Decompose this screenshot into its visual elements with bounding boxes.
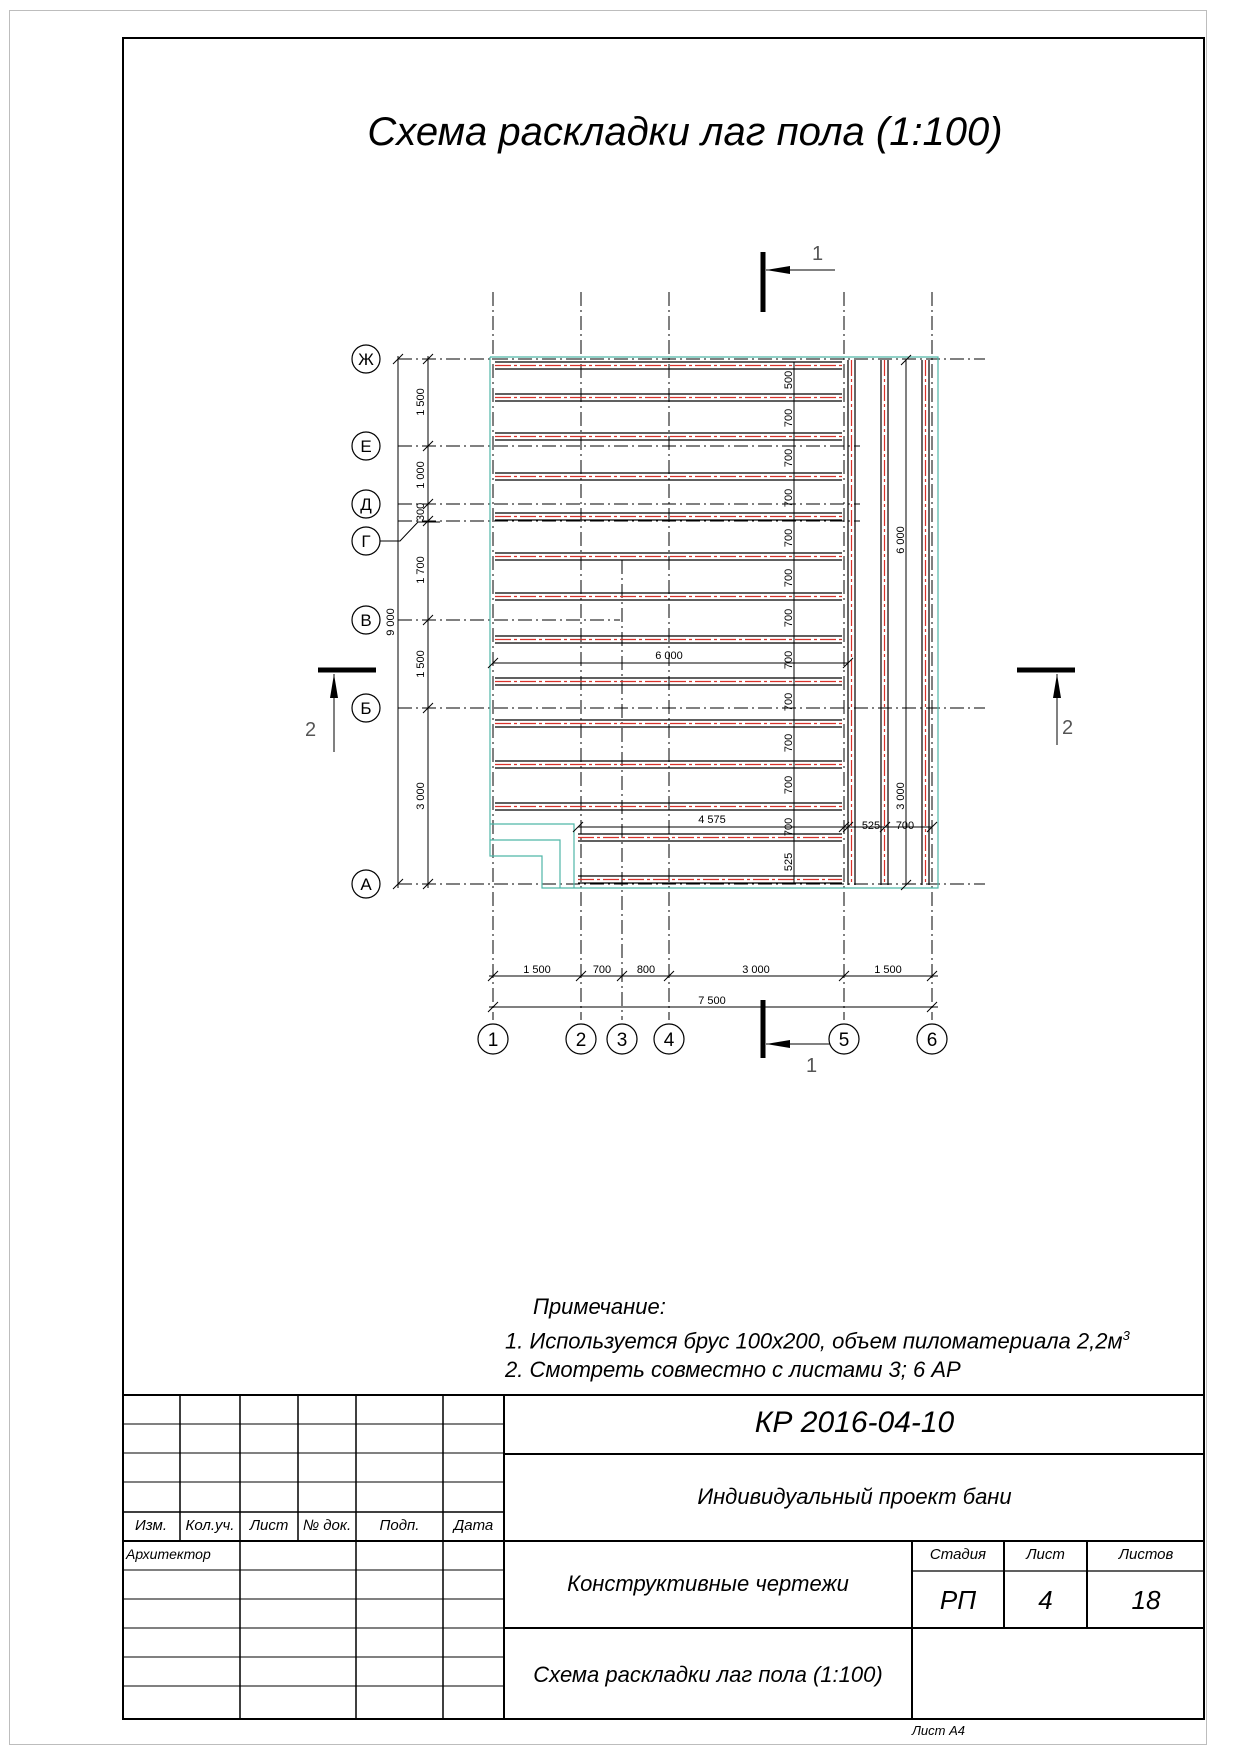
col-kol-uch: Кол.уч. (185, 1517, 235, 1534)
sheet-label: Лист (1026, 1546, 1065, 1563)
dim-left-6: 3 000 (415, 782, 427, 810)
dim-span-4575: 4 575 (698, 814, 726, 826)
section-marker-1-top (763, 252, 835, 312)
note-2: 2. Смотреть совместно с листами 3; 6 АР (505, 1357, 961, 1383)
col-izm: Изм. (135, 1517, 167, 1534)
axis-label-5: 5 (838, 1030, 850, 1051)
sheets-value: 18 (1131, 1585, 1161, 1615)
axis-label-3: 3 (616, 1030, 628, 1051)
section-name: Конструктивные чертежи (567, 1571, 849, 1596)
left-dimension-lines (393, 354, 433, 889)
axis-label-g: Г (361, 532, 371, 551)
dim-bottom-1: 1 500 (523, 964, 551, 976)
dim-spacing-525: 525 (783, 852, 795, 872)
dim-spacing-c: 700 (783, 488, 795, 508)
dim-span-6000: 6 000 (655, 650, 683, 662)
sheets-label: Листов (1118, 1546, 1174, 1563)
bottom-dimension-labels (523, 964, 902, 1007)
dim-spacing-a: 700 (783, 408, 795, 428)
dim-left-5: 1 500 (415, 650, 427, 678)
dim-right-6000: 6 000 (895, 526, 907, 554)
col-signature: Подп. (379, 1517, 420, 1534)
vertical-joists (848, 360, 929, 885)
dim-spacing-k: 700 (783, 817, 795, 837)
axis-label-2: 2 (575, 1030, 587, 1051)
notes-heading: Примечание: (533, 1294, 666, 1319)
section-1-label-bottom: 1 (806, 1055, 818, 1077)
axis-label-a: А (360, 875, 372, 894)
axis-label-d: Д (360, 495, 372, 514)
dim-spacing-f: 700 (783, 608, 795, 628)
axis-label-6: 6 (926, 1030, 938, 1051)
drawing-title: Схема раскладки лаг пола (1:100) (367, 110, 1003, 154)
sheet-format: Лист А4 (912, 1723, 965, 1738)
dim-spacing-500: 500 (783, 370, 795, 390)
number-axis-markers (478, 1024, 947, 1054)
dim-left-4: 1 700 (415, 556, 427, 584)
axis-label-v: В (360, 611, 372, 630)
role-architect: Архитектор (126, 1546, 211, 1562)
dim-right-525: 525 (861, 820, 881, 832)
dim-spacing-i: 700 (783, 733, 795, 753)
section-2-label-left: 2 (305, 719, 317, 741)
dim-left-2: 1 000 (415, 461, 427, 489)
axis-label-e: Е (360, 437, 372, 456)
dim-spacing-j: 700 (783, 775, 795, 795)
dim-left-total: 9 000 (385, 608, 397, 636)
note-1-text: 1. Используется брус 100х200, объем пиломатериала 2,2м (505, 1328, 1123, 1354)
dim-right-700: 700 (895, 820, 915, 832)
stage-value: РП (939, 1585, 977, 1615)
dim-left-3: 300 (415, 502, 427, 522)
dim-spacing-d: 700 (783, 528, 795, 548)
dim-left-1: 1 500 (415, 388, 427, 416)
dim-spacing-e: 700 (783, 568, 795, 588)
axis-label-zh: Ж (358, 350, 374, 369)
col-list: Лист (249, 1517, 289, 1534)
axis-label-1: 1 (487, 1030, 499, 1051)
axis-label-b: Б (360, 699, 372, 718)
dim-bottom-total: 7 500 (698, 995, 726, 1007)
dim-bottom-2: 700 (592, 964, 612, 976)
note-1-superscript: 3 (1122, 1328, 1130, 1343)
dim-spacing-g: 700 (783, 650, 795, 670)
dim-spacing-b: 700 (783, 448, 795, 468)
stage-label: Стадия (929, 1546, 987, 1563)
sheet-value: 4 (1038, 1585, 1053, 1615)
dim-bottom-5: 1 500 (874, 964, 902, 976)
section-marker-1-bottom (763, 1000, 830, 1058)
dim-spacing-h: 700 (783, 692, 795, 712)
dim-bottom-3: 800 (636, 964, 656, 976)
sheet-title: Схема раскладки лаг пола (1:100) (533, 1662, 883, 1687)
col-date: Дата (453, 1517, 494, 1534)
section-1-label-top: 1 (812, 243, 824, 265)
project-code: КР 2016-04-10 (754, 1406, 955, 1439)
dim-right-3000: 3 000 (895, 782, 907, 810)
left-dimension-labels (385, 388, 427, 810)
note-1 (505, 1321, 1130, 1355)
notes-block (505, 1292, 1130, 1384)
dim-bottom-4: 3 000 (742, 964, 770, 976)
project-name: Индивидуальный проект бани (697, 1484, 1012, 1509)
axis-label-4: 4 (663, 1030, 675, 1051)
number-axis-labels (488, 1030, 938, 1051)
section-2-label-right: 2 (1062, 717, 1074, 739)
col-doc-no: № док. (302, 1517, 352, 1534)
